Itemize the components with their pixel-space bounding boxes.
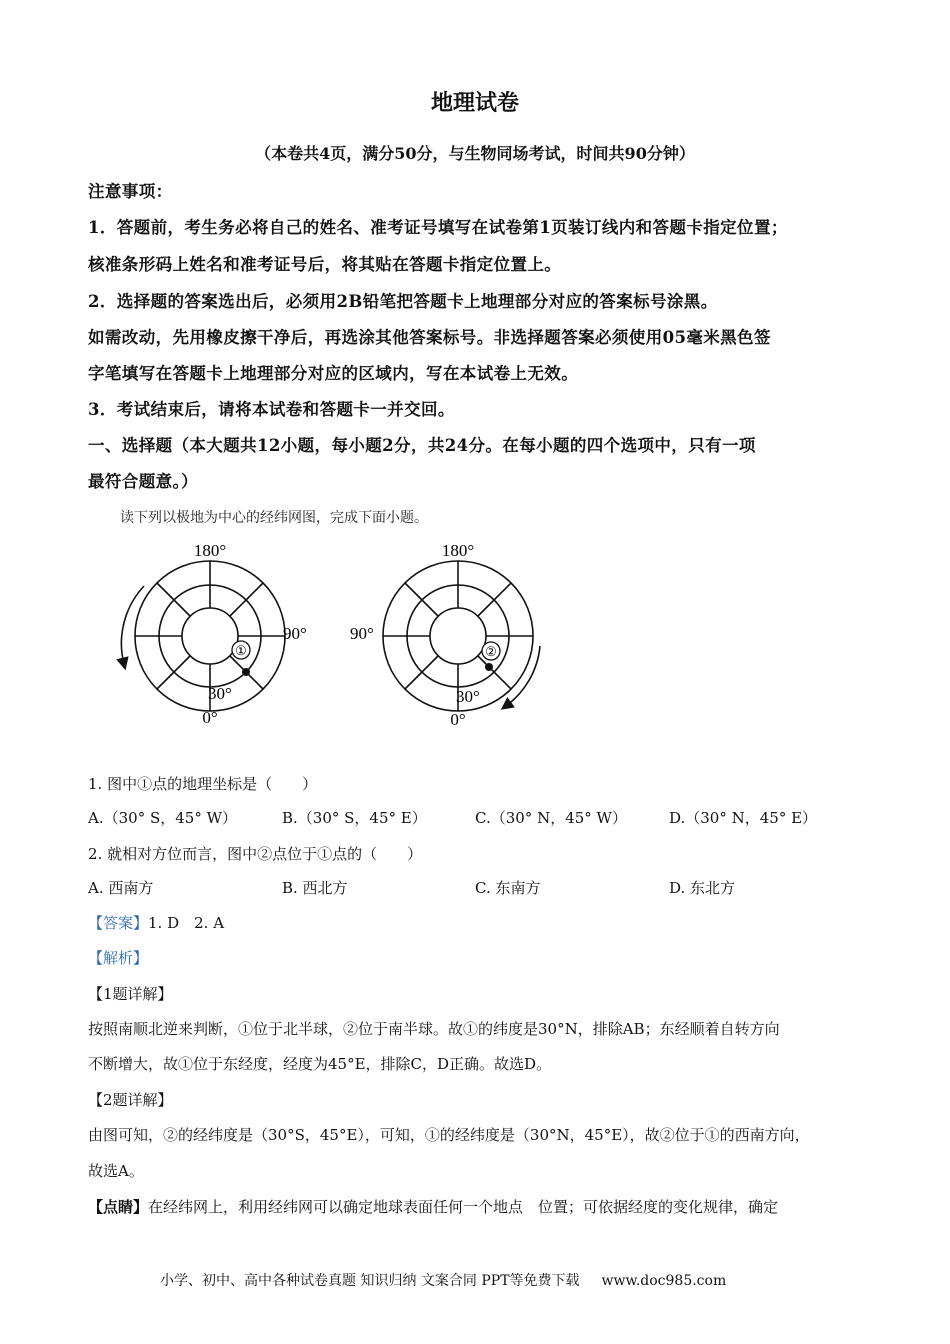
point-1-marker: ① (235, 643, 247, 658)
notice-line: 2．选择题的答案选出后，必须用2B铅笔把答题卡上地理部分对应的答案标号涂黑。 (88, 292, 718, 311)
left-label-right: 90° (283, 624, 307, 643)
detail-1-text: 不断增大，故①位于东经度，经度为45°E，排除C，D正确。故选D。 (88, 1055, 552, 1073)
q1-option-d: D.（30° N，45° E） (669, 809, 818, 827)
page-footer (160, 1270, 726, 1290)
detail-1-text: 按照南顺北逆来判断，①位于北半球，②位于南半球。故①的纬度是30°N，排除AB；东经顺着自转方向 (88, 1020, 780, 1038)
detail-2-text: 由图可知，②的经纬度是（30°S，45°E），可知，①的经纬度是（30°N，45°E），故②位于①的西南方向， (88, 1126, 810, 1144)
right-label-inner: 30° (456, 687, 480, 706)
q1-option-b: B.（30° S，45° E） (282, 809, 427, 827)
right-label-left: 90° (350, 624, 374, 643)
notice-line: 1．答题前，考生务必将自己的姓名、准考证号填写在试卷第1页装订线内和答题卡指定位置； (88, 218, 788, 237)
section-heading: 一、选择题（本大题共12小题，每小题2分，共24分。在每小题的四个选项中，只有一项 (88, 436, 756, 455)
right-label-bottom: 0° (450, 710, 466, 729)
q1-option-c: C.（30° N，45° W） (475, 809, 627, 827)
footer-site: www.doc985.com (601, 1273, 727, 1289)
footer-text: 小学、初中、高中各种试卷真题 知识归纳 文案合同 PPT等免费下载 (160, 1273, 580, 1289)
question-2-stem: 2. 就相对方位而言，图中②点位于①点的（ ） (88, 845, 423, 863)
analysis-tag: 【解析】 (88, 949, 149, 967)
polar-diagram-left (121, 561, 285, 711)
left-label-inner: 30° (208, 684, 232, 703)
answer-text: 1. D 2. A (148, 914, 225, 932)
page-title: 地理试卷 (430, 90, 519, 116)
notice-line: 3．考试结束后，请将本试卷和答题卡一并交回。 (88, 400, 455, 419)
tip-text: 在经纬网上，利用经纬网可以确定地球表面任何一个地点 位置；可依据经度的变化规律，确定 (148, 1198, 779, 1216)
detail-1-heading: 【1题详解】 (88, 985, 173, 1003)
q2-option-c: C. 东南方 (475, 879, 541, 897)
notice-line: 如需改动，先用橡皮擦干净后，再选涂其他答案标号。非选择题答案必须使用05毫米黑色签 (88, 328, 771, 347)
point-2-marker: ② (485, 644, 497, 659)
q2-option-b: B. 西北方 (282, 879, 348, 897)
polar-grid-figure (100, 536, 680, 736)
q1-option-a: A.（30° S，45° W） (88, 809, 238, 827)
tip-tag: 【点睛】 (88, 1198, 149, 1216)
figure-intro: 读下列以极地为中心的经纬网图，完成下面小题。 (120, 510, 428, 526)
left-label-top: 180° (193, 541, 227, 560)
notice-line: 核准条形码上姓名和准考证号后，将其贴在答题卡指定位置上。 (88, 255, 562, 274)
point-1-dot (242, 668, 250, 676)
exam-info: （本卷共4页，满分50分，与生物同场考试，时间共90分钟） (255, 144, 695, 163)
answer-tag: 【答案】 (88, 914, 149, 932)
answer-line (88, 912, 224, 933)
notice-heading: 注意事项： (88, 182, 173, 201)
tip-line (88, 1196, 778, 1217)
right-label-top: 180° (441, 541, 475, 560)
notice-line: 字笔填写在答题卡上地理部分对应的区域内，写在本试卷上无效。 (88, 364, 579, 383)
point-2-dot (485, 663, 493, 671)
q2-option-a: A. 西南方 (88, 879, 154, 897)
question-1-stem: 1. 图中①点的地理坐标是（ ） (88, 775, 318, 793)
detail-2-heading: 【2题详解】 (88, 1091, 173, 1109)
section-heading-cont: 最符合题意。） (88, 472, 199, 491)
q2-option-d: D. 东北方 (669, 879, 736, 897)
detail-2-text: 故选A。 (88, 1162, 144, 1180)
left-label-bottom: 0° (202, 708, 218, 727)
